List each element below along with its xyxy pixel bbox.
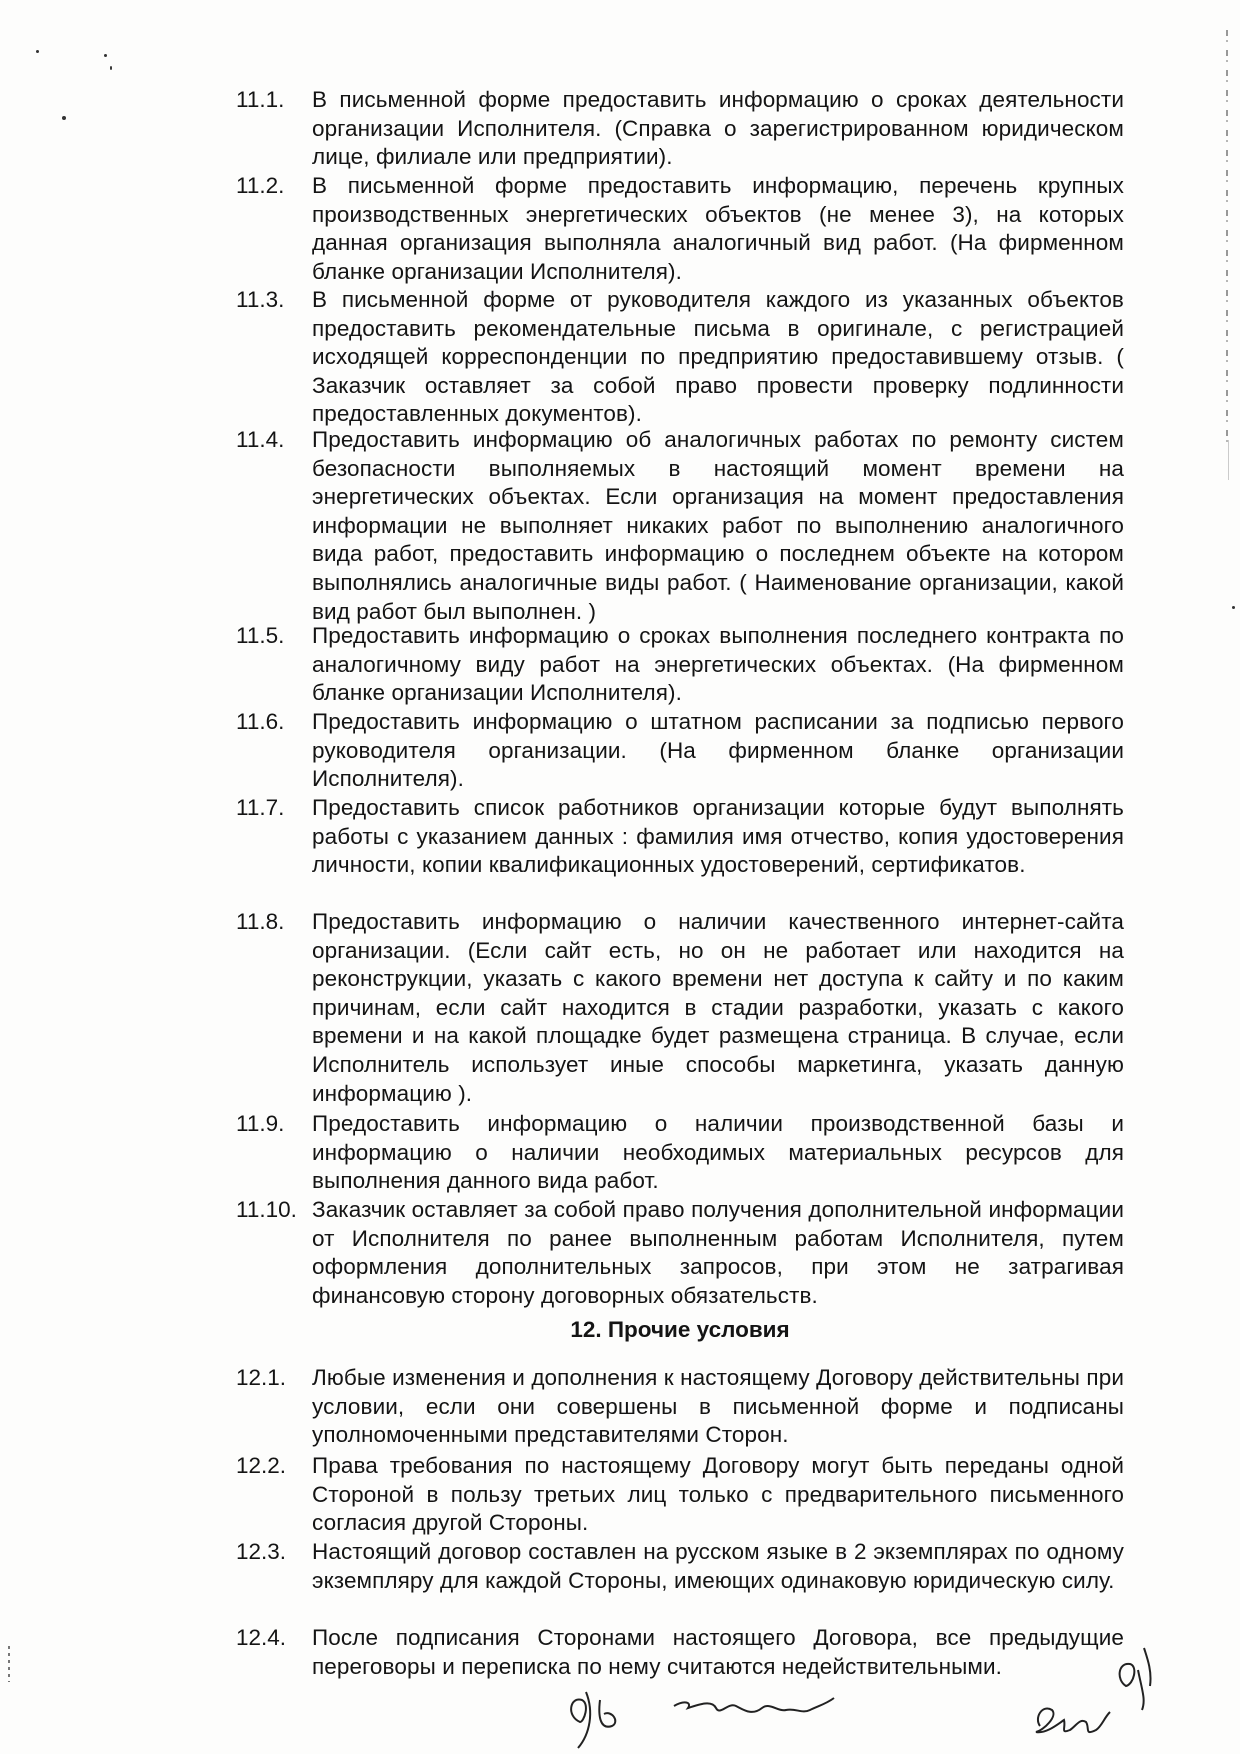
item-number: 11.7. bbox=[236, 795, 285, 820]
item-text: Предоставить список работников организации которые будут выполнять работы с указанием данных : фамилия имя отчество, копия удостоверения личности, копии квалификационных удостоверений, сертификатов. bbox=[312, 795, 1124, 878]
list-item bbox=[236, 708, 1124, 794]
list-item bbox=[236, 622, 1124, 708]
scan-speck bbox=[36, 50, 39, 53]
list-item bbox=[236, 286, 1124, 429]
item-number: 11.8. bbox=[236, 909, 285, 934]
handwritten-signature bbox=[670, 1690, 850, 1730]
item-text: Предоставить информацию о штатном расписании за подписью первого руководителя организации. (На фирменном бланке организации Исполнителя). bbox=[312, 709, 1124, 792]
list-item bbox=[236, 1196, 1124, 1310]
item-text: Права требования по настоящему Договору могут быть переданы одной Стороной в пользу третьих лиц только с предварительного письменного согласия другой Стороны. bbox=[312, 1453, 1124, 1536]
item-number: 12.3. bbox=[236, 1539, 287, 1564]
section-heading: 12. Прочие условия bbox=[570, 1317, 790, 1342]
list-item bbox=[236, 172, 1124, 286]
scan-speck bbox=[104, 54, 107, 57]
list-item bbox=[236, 86, 1124, 172]
initials-signature bbox=[1108, 1640, 1188, 1712]
scan-edge-mark bbox=[1226, 30, 1228, 450]
list-item bbox=[236, 1364, 1124, 1450]
item-number: 11.6. bbox=[236, 709, 285, 734]
item-text: Любые изменения и дополнения к настоящему Договору действительны при условии, если они совершены в письменной форме и подписаны уполномоченными представителями Сторон. bbox=[312, 1365, 1124, 1448]
item-text: В письменной форме от руководителя каждого из указанных объектов предоставить рекомендательные письма в оригинале, с регистрацией исходящей корреспонденции по предприятию предоставившему отзыв. ( Заказчик оставляет за собой право провести проверку подлинности предоставленных документов). bbox=[312, 287, 1124, 427]
item-text: Предоставить информацию о сроках выполнения последнего контракта по аналогичному виду работ на энергетических объектах. (На фирменном бланке организации Исполнителя). bbox=[312, 623, 1124, 706]
list-item bbox=[236, 426, 1124, 626]
list-item bbox=[236, 1452, 1124, 1538]
item-text: Предоставить информацию об аналогичных работах по ремонту систем безопасности выполняемых в настоящий момент времени на энергетических объектах. Если организация на момент предоставления информации не выполняет никаких работ по выполнению аналогичного вида работ, предоставить информацию о последнем объекте на котором выполнялись аналогичные виды работ. ( Наименование организации, какой вид работ был выполнен. ) bbox=[312, 427, 1124, 624]
initials-signature bbox=[560, 1682, 650, 1752]
item-number: 12.2. bbox=[236, 1453, 287, 1478]
item-number: 12.4. bbox=[236, 1625, 287, 1650]
scan-speck bbox=[62, 116, 66, 120]
item-text: Настоящий договор составлен на русском языке в 2 экземплярах по одному экземпляру для каждой Стороны, имеющих одинаковую юридическую силу. bbox=[312, 1539, 1124, 1593]
item-number: 11.10. bbox=[236, 1197, 297, 1222]
item-text: После подписания Сторонами настоящего Договора, все предыдущие переговоры и переписка по нему считаются недействительными. bbox=[312, 1625, 1124, 1679]
list-item bbox=[236, 794, 1124, 880]
item-text: Предоставить информацию о наличии качественного интернет-сайта организации. (Если сайт есть, но он не работает или находится на реконструкции, указать с какого времени нет доступа к сайту и по каким причинам, если сайт находится в стадии разработки, указать с какого времени и на какой площадке будет размещена страница. В случае, если Исполнитель использует иные способы маркетинга, указать данную информацию ). bbox=[312, 909, 1124, 1106]
list-item bbox=[236, 1110, 1124, 1196]
handwritten-signature bbox=[1030, 1690, 1120, 1746]
item-number: 11.3. bbox=[236, 287, 285, 312]
list-item bbox=[236, 1624, 1124, 1681]
list-item bbox=[236, 1538, 1124, 1595]
item-number: 11.1. bbox=[236, 87, 285, 112]
scan-speck bbox=[1232, 606, 1235, 609]
item-text: В письменной форме предоставить информацию, перечень крупных производственных энергетических объектов (не менее 3), на которых данная организация выполняла аналогичный вид работ. (На фирменном бланке организации Исполнителя). bbox=[312, 173, 1124, 284]
item-text: Предоставить информацию о наличии производственной базы и информацию о наличии необходимых материальных ресурсов для выполнения данного вида работ. bbox=[312, 1111, 1124, 1194]
item-number: 12.1. bbox=[236, 1365, 287, 1390]
scan-edge-mark bbox=[8, 1646, 10, 1682]
item-number: 11.4. bbox=[236, 427, 285, 452]
item-number: 11.5. bbox=[236, 623, 285, 648]
scan-edge-mark bbox=[1228, 440, 1229, 480]
list-item bbox=[236, 908, 1124, 1108]
item-number: 11.9. bbox=[236, 1111, 285, 1136]
item-number: 11.2. bbox=[236, 173, 285, 198]
item-text: Заказчик оставляет за собой право получения дополнительной информации от Исполнителя по ранее выполненным работам Исполнителя, путем оформления дополнительных запросов, при этом не затрагивая финансовую сторону договорных обязательств. bbox=[312, 1197, 1124, 1308]
scan-speck bbox=[110, 66, 112, 70]
item-text: В письменной форме предоставить информацию о сроках деятельности организации Исполнителя. (Справка о зарегистрированном юридическом лице, филиале или предприятии). bbox=[312, 87, 1124, 170]
